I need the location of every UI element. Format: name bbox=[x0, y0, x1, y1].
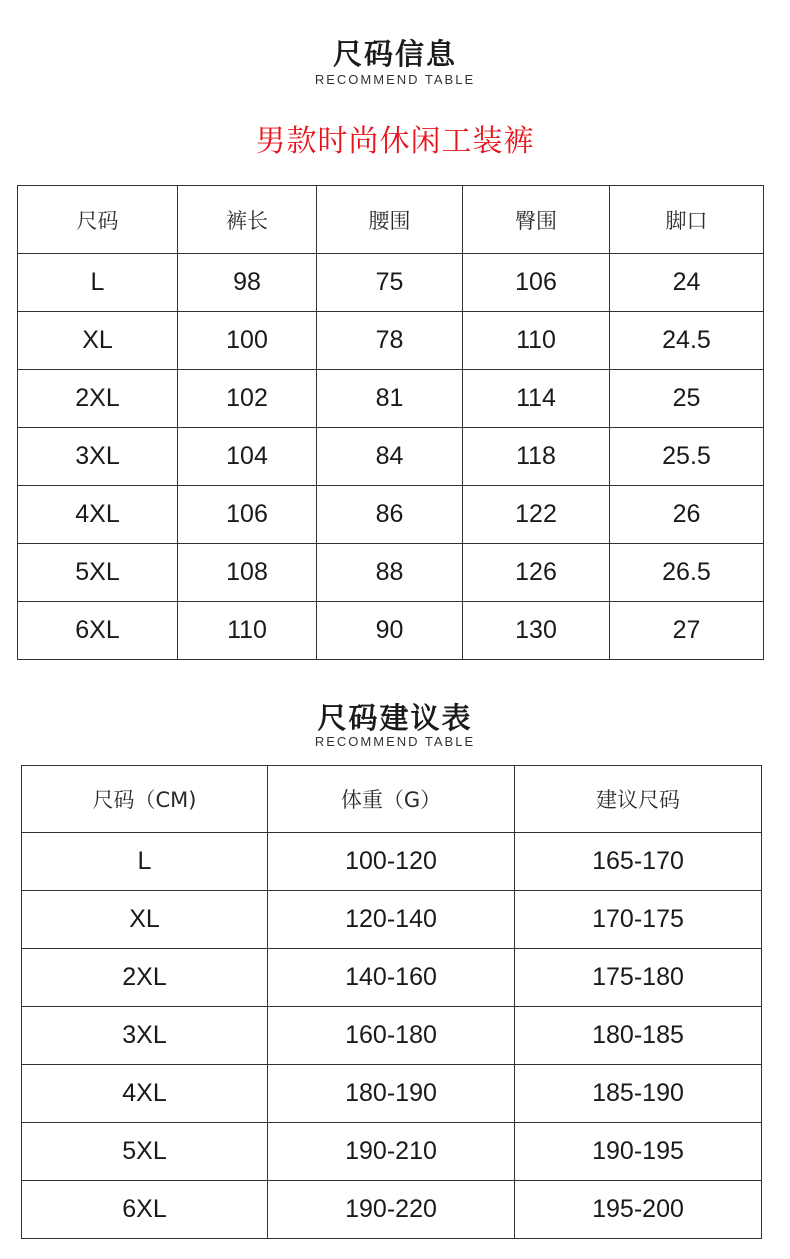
size-recommend-cell: XL bbox=[22, 891, 268, 949]
size-info-row bbox=[18, 544, 764, 602]
size-recommend-row bbox=[22, 891, 762, 949]
size-info-cell: 102 bbox=[178, 370, 317, 428]
size-info-header-cell: 臀围 bbox=[463, 186, 610, 254]
size-recommend-table bbox=[21, 765, 762, 1239]
size-info-row bbox=[18, 486, 764, 544]
size-info-cell: 118 bbox=[463, 428, 610, 486]
size-info-cell: 25 bbox=[610, 370, 764, 428]
size-info-cell: 78 bbox=[317, 312, 463, 370]
size-info-cell: 126 bbox=[463, 544, 610, 602]
size-recommend-header-cell: 尺码（CM) bbox=[22, 766, 268, 833]
size-info-cell: 81 bbox=[317, 370, 463, 428]
size-recommend-header-row bbox=[22, 766, 762, 833]
size-recommend-cell: 4XL bbox=[22, 1065, 268, 1123]
size-info-cell: 24.5 bbox=[610, 312, 764, 370]
size-recommend-cell: 120-140 bbox=[268, 891, 515, 949]
size-recommend-cell: L bbox=[22, 833, 268, 891]
size-recommend-cell: 185-190 bbox=[515, 1065, 762, 1123]
size-info-header-cell: 尺码 bbox=[18, 186, 178, 254]
size-info-cell: XL bbox=[18, 312, 178, 370]
size-info-cell: 26.5 bbox=[610, 544, 764, 602]
size-info-table-body bbox=[18, 186, 764, 660]
size-recommend-header-cell: 建议尺码 bbox=[515, 766, 762, 833]
size-recommend-cell: 190-210 bbox=[268, 1123, 515, 1181]
size-info-cell: 6XL bbox=[18, 602, 178, 660]
size-info-header-cell: 脚口 bbox=[610, 186, 764, 254]
size-recommend-cell: 6XL bbox=[22, 1181, 268, 1239]
size-info-cell: 104 bbox=[178, 428, 317, 486]
size-info-cell: 84 bbox=[317, 428, 463, 486]
size-info-cell: 100 bbox=[178, 312, 317, 370]
size-recommend-cell: 190-195 bbox=[515, 1123, 762, 1181]
size-recommend-row bbox=[22, 1007, 762, 1065]
size-info-cell: 108 bbox=[178, 544, 317, 602]
size-recommend-cell: 5XL bbox=[22, 1123, 268, 1181]
size-info-cell: 130 bbox=[463, 602, 610, 660]
size-info-row bbox=[18, 370, 764, 428]
size-info-cell: 86 bbox=[317, 486, 463, 544]
size-info-cell: 106 bbox=[463, 254, 610, 312]
size-info-cell: 122 bbox=[463, 486, 610, 544]
size-recommend-cell: 175-180 bbox=[515, 949, 762, 1007]
size-recommend-subtitle: RECOMMEND TABLE bbox=[314, 734, 476, 749]
size-info-header-row bbox=[18, 186, 764, 254]
size-info-cell: 5XL bbox=[18, 544, 178, 602]
size-info-cell: 2XL bbox=[18, 370, 178, 428]
size-recommend-cell: 190-220 bbox=[268, 1181, 515, 1239]
size-recommend-table-body bbox=[22, 766, 762, 1239]
size-info-row bbox=[18, 312, 764, 370]
size-info-cell: 88 bbox=[317, 544, 463, 602]
size-recommend-cell: 100-120 bbox=[268, 833, 515, 891]
size-info-cell: 27 bbox=[610, 602, 764, 660]
size-info-title: 尺码信息 bbox=[332, 37, 457, 71]
size-info-cell: 26 bbox=[610, 486, 764, 544]
size-recommend-cell: 180-185 bbox=[515, 1007, 762, 1065]
size-info-cell: 25.5 bbox=[610, 428, 764, 486]
size-info-row bbox=[18, 254, 764, 312]
size-info-row bbox=[18, 602, 764, 660]
size-recommend-row bbox=[22, 1123, 762, 1181]
size-info-cell: 110 bbox=[178, 602, 317, 660]
size-info-cell: 75 bbox=[317, 254, 463, 312]
size-info-header-cell: 裤长 bbox=[178, 186, 317, 254]
size-recommend-cell: 3XL bbox=[22, 1007, 268, 1065]
size-info-cell: 3XL bbox=[18, 428, 178, 486]
size-recommend-row bbox=[22, 949, 762, 1007]
size-recommend-cell: 2XL bbox=[22, 949, 268, 1007]
size-info-cell: 90 bbox=[317, 602, 463, 660]
size-recommend-cell: 170-175 bbox=[515, 891, 762, 949]
size-recommend-cell: 195-200 bbox=[515, 1181, 762, 1239]
size-info-cell: 4XL bbox=[18, 486, 178, 544]
size-info-cell: 110 bbox=[463, 312, 610, 370]
size-recommend-header-cell: 体重（G） bbox=[268, 766, 515, 833]
size-recommend-cell: 180-190 bbox=[268, 1065, 515, 1123]
size-recommend-row bbox=[22, 1181, 762, 1239]
product-title: 男款时尚休闲工装裤 bbox=[255, 124, 535, 159]
size-info-row bbox=[18, 428, 764, 486]
size-info-cell: 106 bbox=[178, 486, 317, 544]
size-recommend-cell: 160-180 bbox=[268, 1007, 515, 1065]
size-info-cell: 98 bbox=[178, 254, 317, 312]
size-info-cell: 114 bbox=[463, 370, 610, 428]
size-info-cell: 24 bbox=[610, 254, 764, 312]
size-recommend-row bbox=[22, 1065, 762, 1123]
size-recommend-title: 尺码建议表 bbox=[317, 701, 473, 735]
size-info-header-cell: 腰围 bbox=[317, 186, 463, 254]
size-info-table bbox=[17, 185, 764, 660]
size-recommend-row bbox=[22, 833, 762, 891]
size-info-cell: L bbox=[18, 254, 178, 312]
size-info-subtitle: RECOMMEND TABLE bbox=[314, 72, 476, 87]
size-recommend-cell: 165-170 bbox=[515, 833, 762, 891]
size-recommend-cell: 140-160 bbox=[268, 949, 515, 1007]
